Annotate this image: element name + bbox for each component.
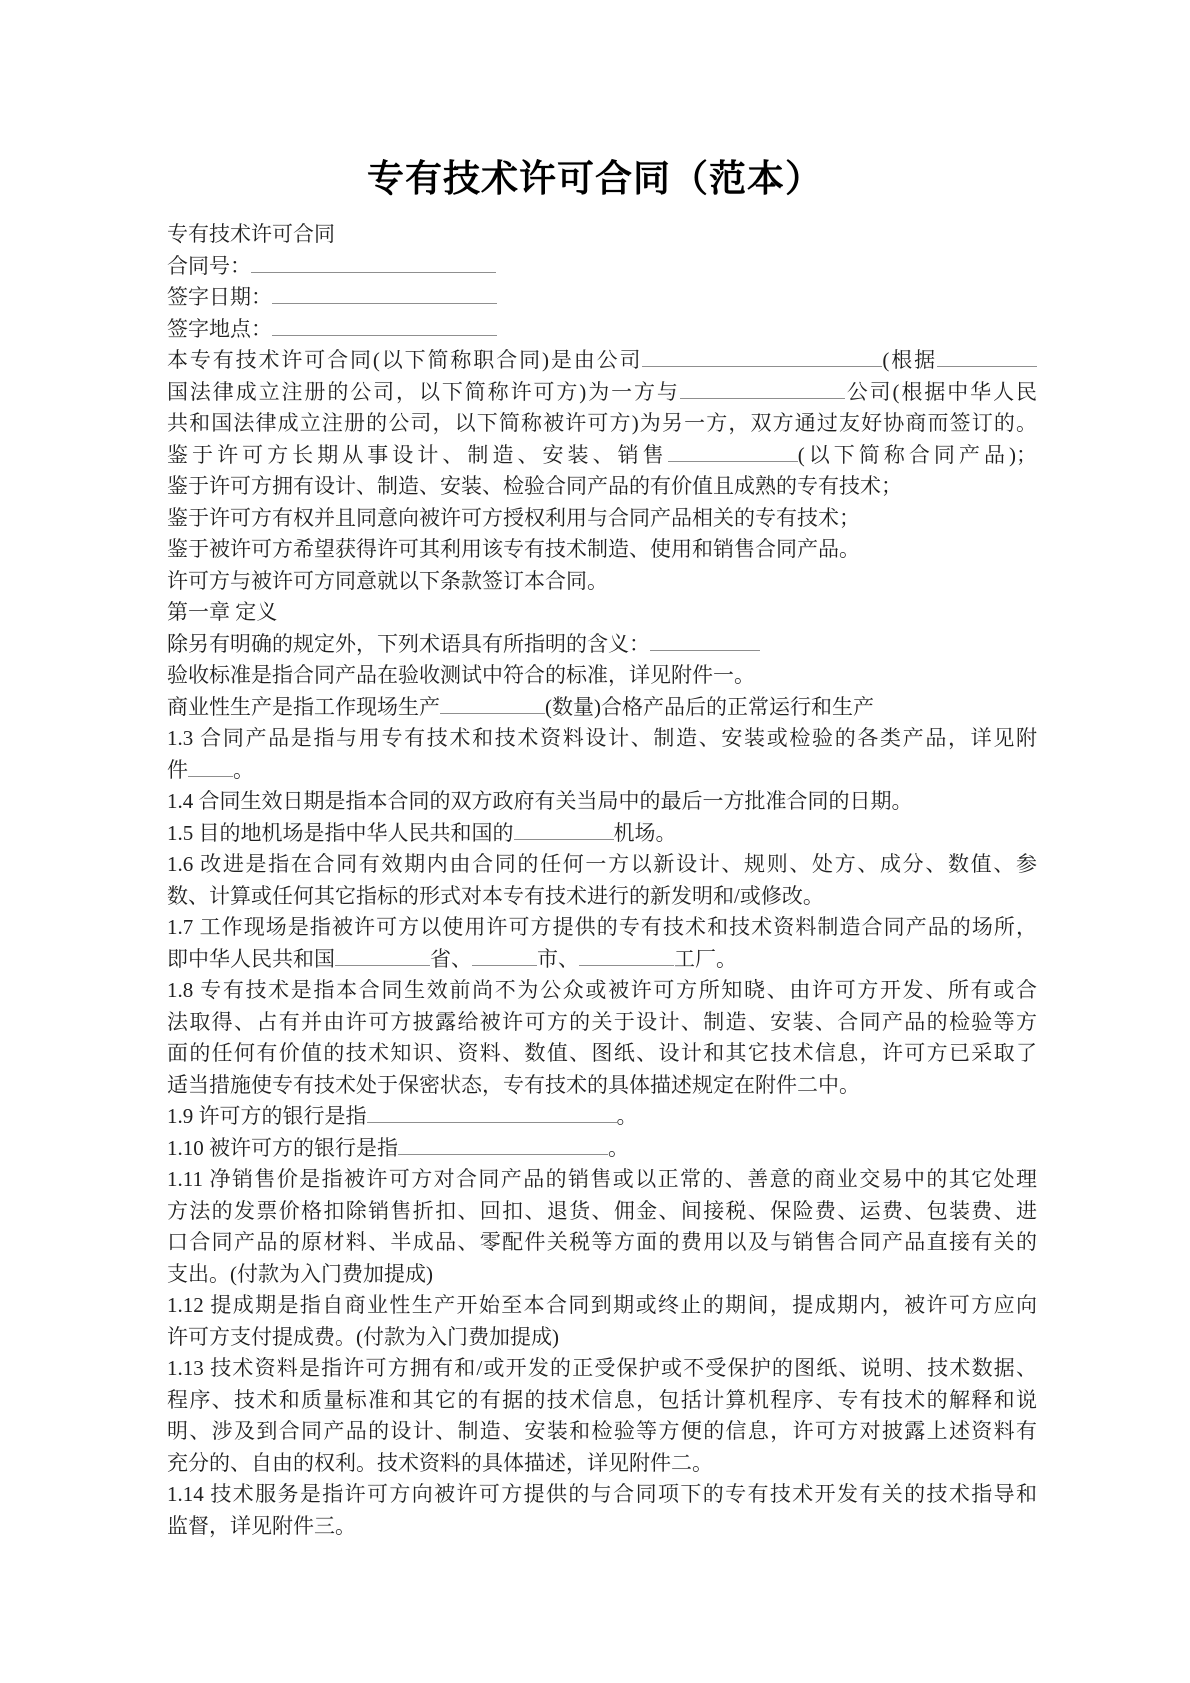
line-text: 法取得、占有并由许可方披露给被许可方的关于设计、制造、安装、合同产品的检验等方 [167,1009,1037,1034]
document-line [167,1007,1037,1039]
document-line [167,723,1037,755]
document-line [167,849,1037,881]
line-text: 。 [233,757,254,782]
blank-fill-line [937,346,1037,367]
blank-fill-line [367,1102,617,1123]
line-text: 签字日期： [167,285,272,309]
document-title: 专有技术许可合同（范本） [367,159,823,200]
document-line [167,1259,1037,1291]
document-line [167,471,1037,503]
line-text: 1.7 工作现场是指被许可方以使用许可方提供的专有技术和技术资料制造合同产品的场所， [167,915,1037,939]
line-text: 机场。 [613,820,677,845]
line-text: 公司(根据中华人民 [844,379,1037,404]
document-line [167,1448,1037,1480]
document-line [167,1038,1037,1070]
line-text: 1.13 技术资料是指许可方拥有和/或开发的正受保护或不受保护的图纸、说明、技术数据、 [167,1356,1037,1380]
line-text: 。 [616,1104,638,1128]
document-line [167,282,1037,314]
line-text: (以下简称合同产品)； [797,442,1037,467]
blank-fill-line [668,441,798,462]
document-line [167,1070,1037,1102]
document-line [167,1385,1037,1417]
line-text: 程序、技术和质量标准和其它的有据的技术信息，包括计算机程序、专有技术的解释和说 [167,1387,1037,1412]
line-text: 省、 [430,946,472,971]
blank-fill-line [398,1134,608,1155]
blank-fill-line [680,378,845,399]
blank-fill-line [440,693,545,714]
line-text: 数、计算或任何其它指标的形式对本专有技术进行的新发明和/或修改。 [167,883,824,908]
line-text: 。 [608,1135,629,1160]
line-text: 鉴于许可方拥有设计、制造、安装、检验合同产品的有价值且成熟的专有技术； [167,474,902,498]
blank-fill-line [579,945,674,966]
line-text: 适当措施使专有技术处于保密状态，专有技术的具体描述规定在附件二中。 [167,1072,860,1097]
document-line [167,1511,1037,1543]
line-text: 1.10 被许可方的银行是指 [167,1135,398,1160]
blank-fill-line [642,346,882,367]
blank-fill-line [251,252,496,273]
line-text: 1.6 改进是指在合同有效期内由合同的任何一方以新设计、规则、处方、成分、数值、参 [167,852,1037,876]
document-line [167,1133,1037,1165]
line-text: 专有技术许可合同 [167,222,335,246]
document-line [167,1479,1037,1511]
document-line [167,219,1037,251]
blank-fill-line [272,315,497,336]
line-text: 件 [167,757,188,782]
line-text: 许可方支付提成费。(付款为入门费加提成) [167,1324,559,1349]
document-line [167,755,1037,787]
document-line [167,1322,1037,1354]
document-line [167,912,1037,944]
document-line [167,1101,1037,1133]
document-line [167,660,1037,692]
blank-fill-line [335,945,430,966]
document-line [167,377,1037,409]
document-line [167,786,1037,818]
blank-fill-line [514,819,614,840]
line-text: 国法律成立注册的公司，以下简称许可方)为一方与 [167,379,680,404]
document-line [167,881,1037,913]
document-line [167,944,1037,976]
document-line [167,975,1037,1007]
document-line [167,1353,1037,1385]
line-text: 商业性生产是指工作现场生产 [167,694,440,719]
document-line [167,1196,1037,1228]
document-line [167,597,1037,629]
line-text: 1.9 许可方的银行是指 [167,1104,367,1128]
blank-fill-line [272,283,497,304]
blank-fill-line [472,945,537,966]
line-text: 除另有明确的规定外，下列术语具有所指明的含义： [167,631,650,656]
document-body [167,219,1037,1542]
line-text: (数量)合格产品后的正常运行和生产 [545,694,874,719]
document-line [167,1290,1037,1322]
line-text: 面的任何有价值的技术知识、资料、数值、图纸、设计和其它技术信息，许可方已采取了 [167,1041,1037,1065]
line-text: 充分的、自由的权利。技术资料的具体描述，详见附件二。 [167,1450,713,1475]
line-text: 许可方与被许可方同意就以下条款签订本合同。 [167,568,608,593]
document-line [167,251,1037,283]
line-text: 明、涉及到合同产品的设计、制造、安装和检验等方便的信息，许可方对披露上述资料有 [167,1419,1037,1443]
line-text: 鉴于许可方长期从事设计、制造、安装、销售 [167,442,668,467]
blank-fill-line [188,756,233,777]
line-text: 1.8 专有技术是指本合同生效前尚不为公众或被许可方所知晓、由许可方开发、所有或合 [167,978,1037,1002]
document-line [167,566,1037,598]
line-text: 共和国法律成立注册的公司，以下简称被许可方)为另一方，双方通过友好协商而签订的。 [167,411,1037,435]
document-line [167,534,1037,566]
line-text: 方法的发票价格扣除销售折扣、回扣、退货、佣金、间接税、保险费、运费、包装费、进 [167,1198,1037,1223]
document-line [167,503,1037,535]
line-text: 支出。(付款为入门费加提成) [167,1261,433,1286]
line-text: 口合同产品的原材料、半成品、零配件关税等方面的费用以及与销售合同产品直接有关的 [167,1230,1037,1254]
line-text: (根据 [882,348,937,372]
line-text: 1.5 目的地机场是指中华人民共和国的 [167,820,514,845]
document-line [167,1227,1037,1259]
document-line [167,1416,1037,1448]
document-line [167,408,1037,440]
document-line [167,629,1037,661]
document-line [167,818,1037,850]
line-text: 监督，详见附件三。 [167,1513,356,1538]
line-text: 工厂。 [674,946,737,971]
line-text: 1.14 技术服务是指许可方向被许可方提供的与合同项下的专有技术开发有关的技术指导和 [167,1482,1037,1506]
line-text: 1.12 提成期是指自商业性生产开始至本合同到期或终止的期间，提成期内，被许可方应向 [167,1293,1037,1317]
line-text: 市、 [537,946,579,971]
line-text: 合同号： [167,253,251,278]
line-text: 鉴于许可方有权并且同意向被许可方授权利用与合同产品相关的专有技术； [167,505,860,530]
blank-fill-line [650,630,760,651]
document-line [167,345,1037,377]
line-text: 1.4 合同生效日期是指本合同的双方政府有关当局中的最后一方批准合同的日期。 [167,789,913,813]
document-line [167,692,1037,724]
line-text: 鉴于被许可方希望获得许可其利用该专有技术制造、使用和销售合同产品。 [167,537,860,561]
document-line [167,440,1037,472]
line-text: 签字地点： [167,316,272,341]
document-line [167,1164,1037,1196]
line-text: 本专有技术许可合同(以下简称职合同)是由公司 [167,348,643,372]
line-text: 即中华人民共和国 [167,946,335,971]
line-text: 1.3 合同产品是指与用专有技术和技术资料设计、制造、安装或检验的各类产品，详见附 [167,726,1037,750]
line-text: 1.11 净销售价是指被许可方对合同产品的销售或以正常的、善意的商业交易中的其它处理 [167,1167,1037,1191]
document-line [167,314,1037,346]
line-text: 验收标准是指合同产品在验收测试中符合的标准，详见附件一。 [167,663,755,687]
line-text: 第一章 定义 [167,600,278,624]
